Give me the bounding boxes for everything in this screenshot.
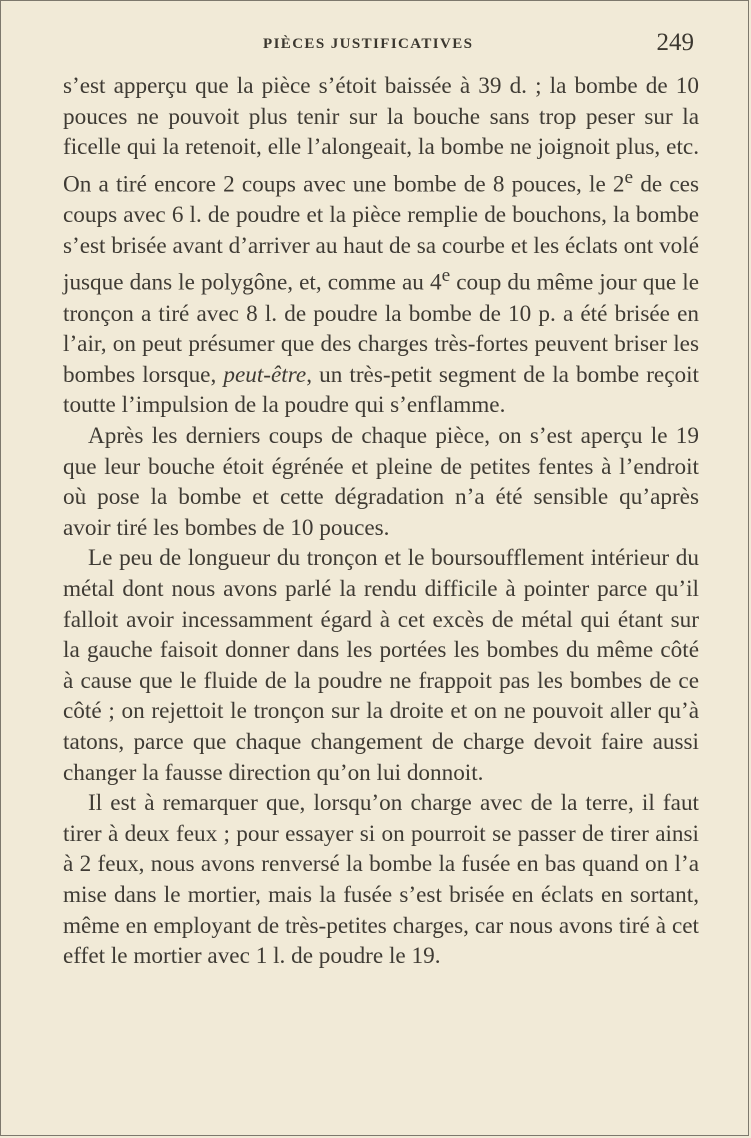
page-header [63, 29, 694, 59]
paragraph-1-italic-word: peut-être [223, 361, 307, 388]
paragraph-1-superscript-1: e [624, 166, 634, 188]
paragraph-3: Le peu de longueur du tronçon et le boursoufflement intérieur du métal dont nous avons parlé la rendu difficile à pointer parce qu’il falloit avoir incessamment égard à cet excès de métal qui étant sur la gauche faisoit donner dans les portées les bombes du même côté à cause que le fluide de la poudre ne frappoit pas les bombes de ce côté ; on rejettoit le tronçon sur la droite et on ne pouvoit aller qu’à tatons, parce que chaque changement de charge devoit faire aussi changer la fausse direction qu’on lui donnoit. [63, 545, 699, 786]
paragraph-4: Il est à remarquer que, lorsqu’on charge avec de la terre, il faut tirer à deux feux ; pour essayer si on pourroit se passer de tirer ainsi à 2 feux, nous avons renversé la bombe la fusée en bas quand on l’a mise dans le mortier, mais la fusée s’est brisée en éclats en sortant, même en employant de très-petites charges, car nous avons tiré à cet effet le mortier avec 1 l. de poudre le 19. [63, 790, 699, 970]
paragraph-1-part-1: s’est apperçu que la pièce s’étoit baissée à 39 d. ; la bombe de 10 pouces ne pouvoit plus tenir sur la bouche sans trop peser sur la ficelle qui la retenoit, elle l’alongeait, la bombe ne joignoit plus, etc. On a tiré encore 2 coups avec une bombe de 8 pouces, le 2 [63, 73, 699, 198]
paragraph-1-part-2: de ces coups avec 6 l. de poudre et la pièce remplie de bouchons, la bombe s’est brisée avant d’arriver au haut de sa courbe et les éclats ont volé jusque dans le polygône, et, comme au 4 [63, 171, 699, 297]
paragraph-1 [63, 71, 699, 421]
running-head: PIÈCES JUSTIFICATIVES [263, 36, 474, 52]
main-text [63, 71, 699, 972]
paragraph-2: Après les derniers coups de chaque pièce, on s’est aperçu le 19 que leur bouche étoit égrénée et pleine de petites fentes à l’endroit où pose la bombe et cette dégradation n’a été sensible qu’après avoir tiré les bombes de 10 pouces. [63, 423, 699, 541]
paragraph-1-superscript-2: e [441, 265, 451, 287]
paragraph-1-part-4: , un très-petit segment de la bombe reçoit toutte l’impulsion de la poudre qui s’enflamme. [63, 361, 699, 419]
paragraph-1-part-3: coup du même jour que le tronçon a tiré avec 8 l. de poudre la bombe de 10 p. a été brisée en l’air, on peut présumer que des charges très-fortes peuvent briser les bombes lorsque, [63, 270, 699, 388]
page-number: 249 [656, 29, 694, 56]
